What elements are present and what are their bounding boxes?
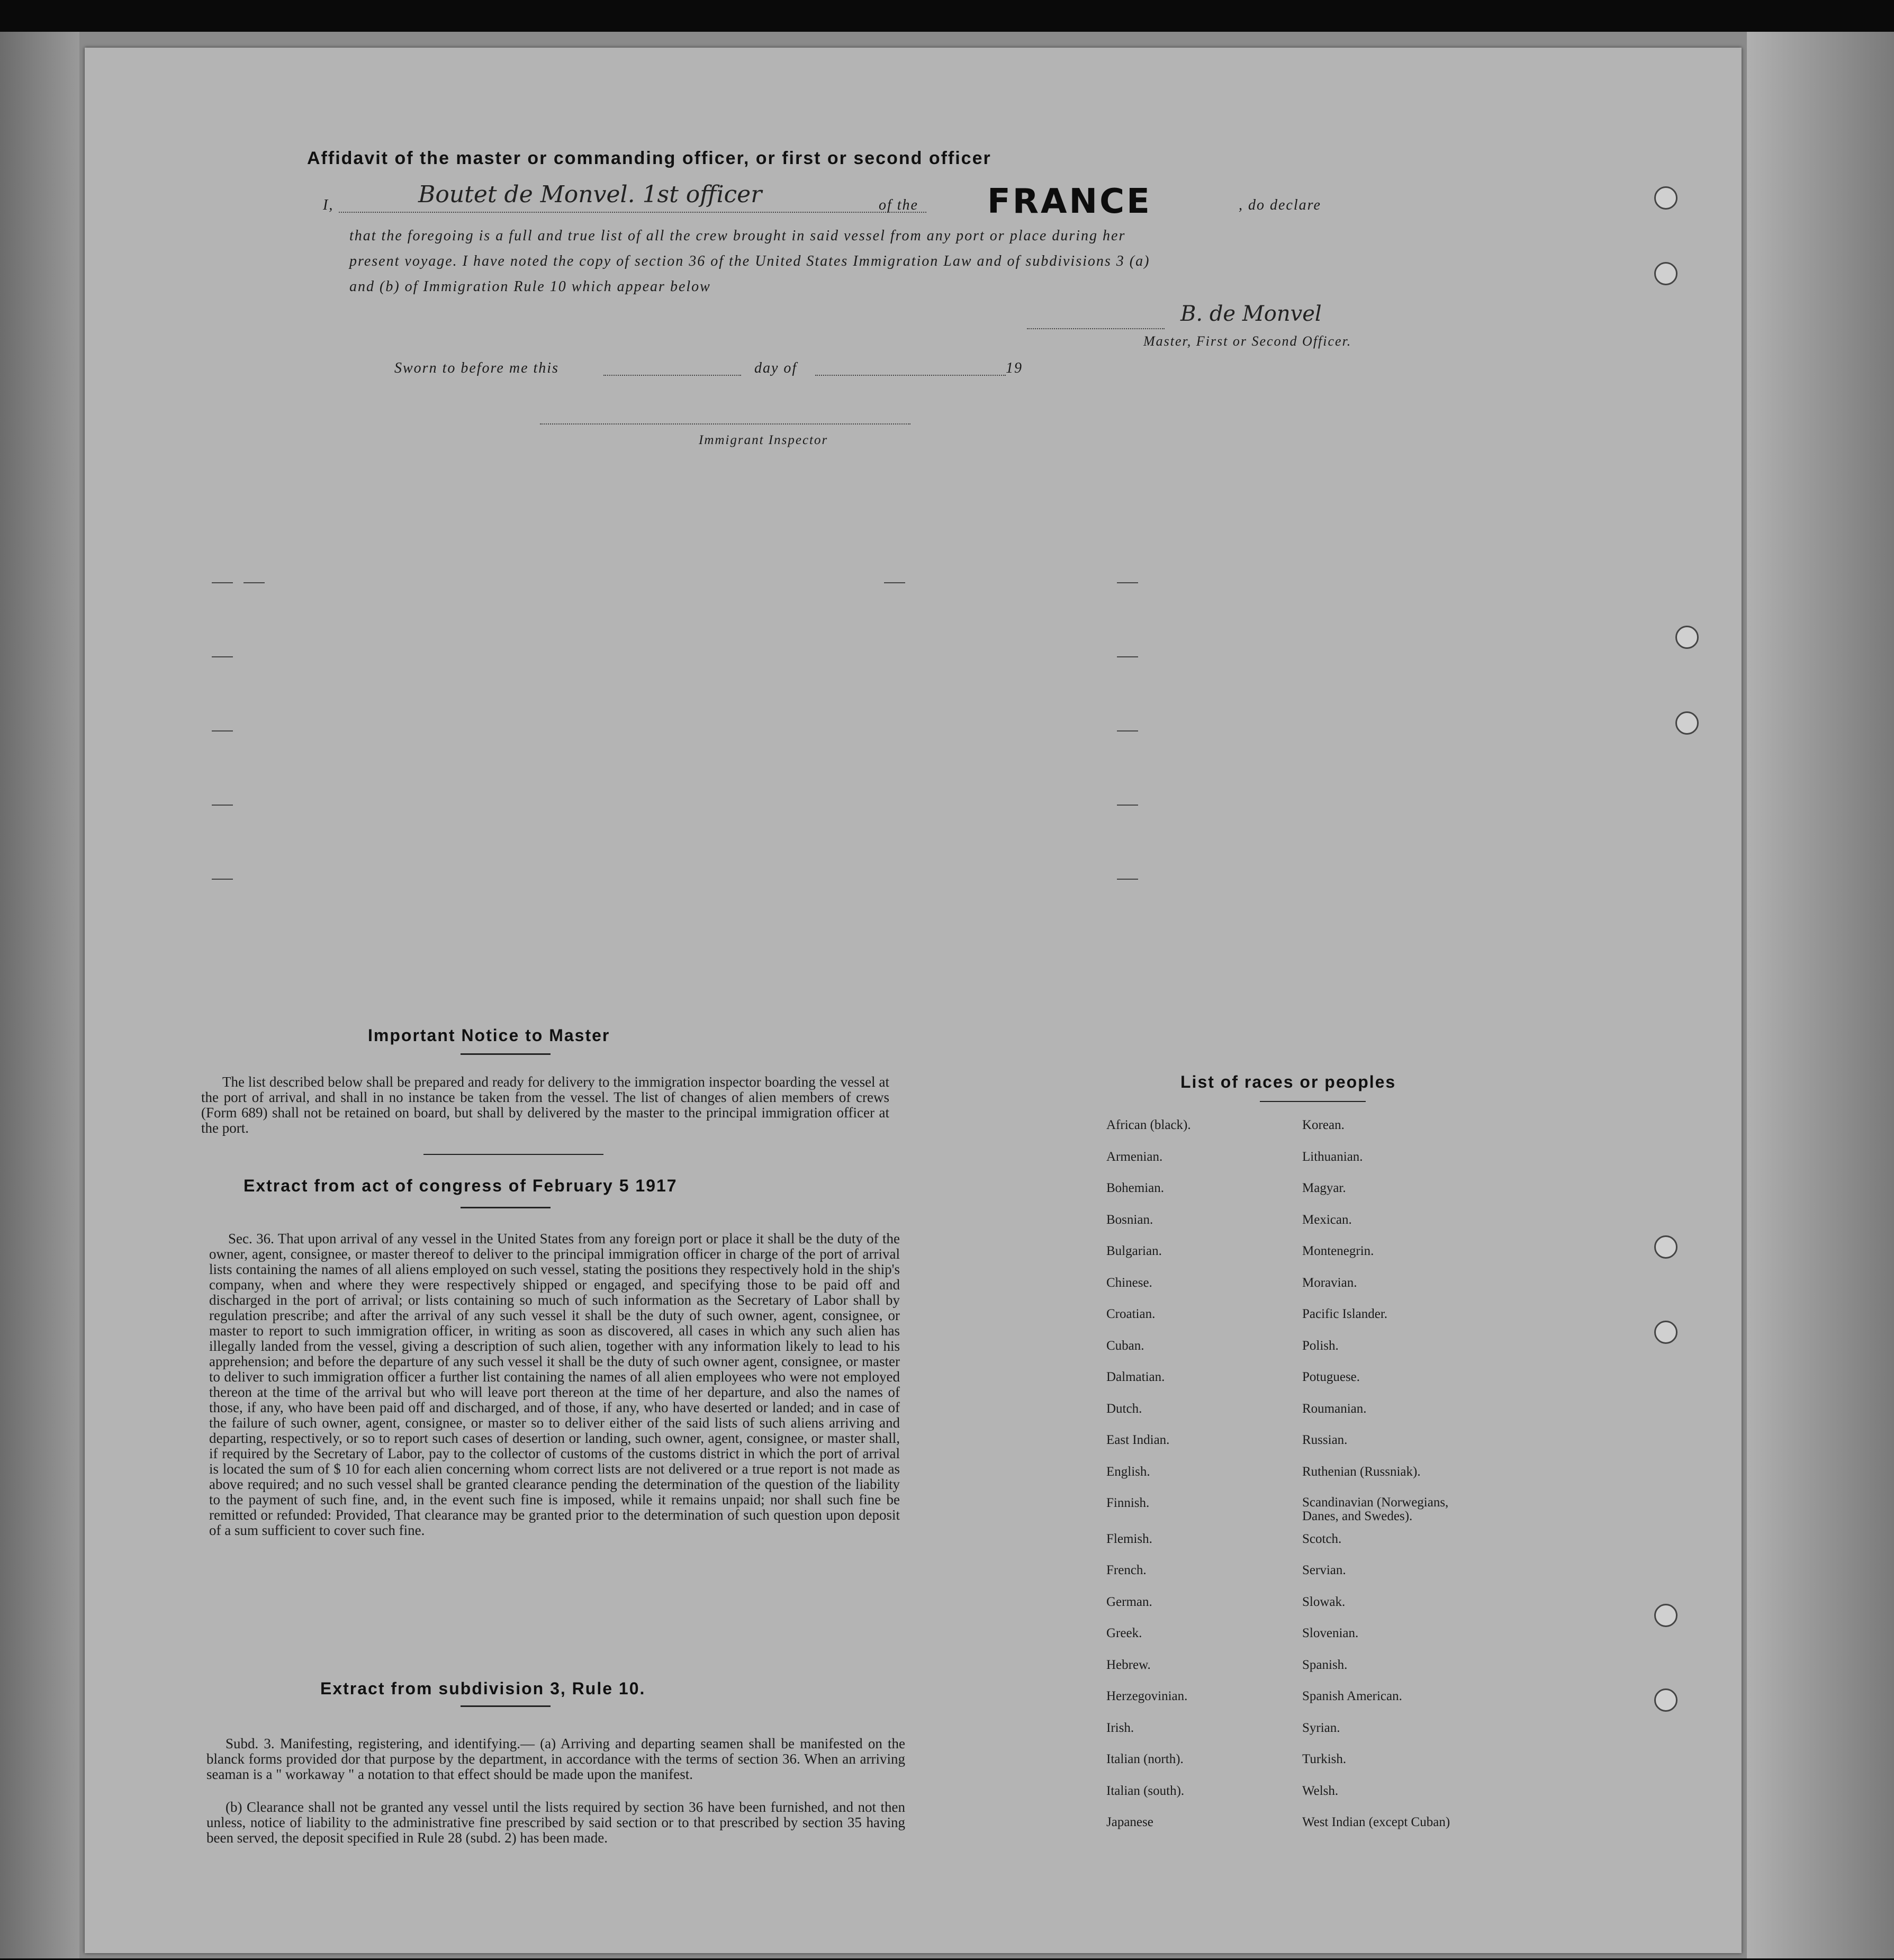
race-item: Scotch. [1302, 1532, 1342, 1546]
race-item: Magyar. [1302, 1181, 1346, 1195]
declaration-line-4: and (b) of Immigration Rule 10 which appear below [349, 278, 711, 295]
race-item: Russian. [1302, 1433, 1348, 1447]
form-dash [1117, 656, 1138, 657]
race-item: Italian (south). [1106, 1784, 1185, 1798]
race-item: Spanish. [1302, 1658, 1348, 1672]
sworn-day-line [603, 375, 741, 376]
inspector-line [540, 423, 910, 424]
race-item: Roumanian. [1302, 1402, 1367, 1416]
rule-subd-b: (b) Clearance shall not be granted any vessel until the lists required by section 36 have been furnished, and not then unless, notice of liability to the administrative fine prescribed by said section or to that prescribed by section 35 having been served, the deposit specified in Rule 28 (subd. 2) has been made. [206, 1799, 905, 1846]
declaration-line-2: that the foregoing is a full and true list of all the crew brought in said vessel from any port or place during her [349, 228, 1126, 244]
race-item: Moravian. [1302, 1276, 1357, 1290]
form-dash [212, 805, 233, 806]
right-page-edge [1747, 32, 1894, 1958]
race-item: Japanese [1106, 1815, 1153, 1829]
race-item: African (black). [1106, 1118, 1191, 1132]
affidavit-heading: Affidavit of the master or commanding officer, or first or second officer [307, 148, 991, 168]
declarant-signature-handwritten: Boutet de Monvel. 1st officer [418, 181, 762, 208]
rule-underline [461, 1705, 551, 1707]
race-item: Scandinavian (Norwegians, Danes, and Swedes). [1302, 1495, 1449, 1523]
form-dash [1117, 805, 1138, 806]
race-item: Potuguese. [1302, 1370, 1360, 1384]
race-item: Armenian. [1106, 1150, 1163, 1164]
race-item: German. [1106, 1595, 1152, 1609]
form-dash [212, 730, 233, 731]
race-item: West Indian (except Cuban) [1302, 1815, 1450, 1829]
left-page-edge [0, 32, 79, 1958]
document-page [85, 48, 1742, 1953]
race-item: Mexican. [1302, 1213, 1352, 1227]
act-underline [461, 1207, 551, 1208]
form-dash [212, 582, 233, 583]
notice-underline [461, 1053, 551, 1055]
race-item: Slowak. [1302, 1595, 1346, 1609]
signature-line [1027, 328, 1165, 329]
race-item: Turkish. [1302, 1752, 1347, 1766]
race-item: Bulgarian. [1106, 1244, 1162, 1258]
race-item: Finnish. [1106, 1496, 1150, 1510]
punch-hole [1654, 1604, 1677, 1627]
form-dash [1117, 879, 1138, 880]
race-item: Croatian. [1106, 1307, 1156, 1321]
rule-subd-a: Subd. 3. Manifesting, registering, and identifying.— (a) Arriving and departing seamen shall be manifested on the blanck forms provided dor that purpose by the department, in accordance with the terms of section 36. When an arriving seaman is a " workaway " a notation to that effect should be made upon the manifest. [206, 1736, 905, 1782]
sworn-day-label: day of [754, 360, 798, 376]
races-underline [1260, 1101, 1366, 1102]
race-item: Greek. [1106, 1626, 1142, 1640]
race-item: Lithuanian. [1302, 1150, 1363, 1164]
race-item: Slovenian. [1302, 1626, 1359, 1640]
officer-title: Master, First or Second Officer. [1143, 333, 1352, 349]
race-item: Dutch. [1106, 1402, 1142, 1416]
race-item: Syrian. [1302, 1721, 1340, 1735]
declarant-line [339, 212, 926, 213]
declaration-line-3: present voyage. I have noted the copy of section 36 of the United States Immigration Law and of subdivisions 3 (a) [349, 253, 1150, 269]
of-the-label: of the [879, 197, 918, 213]
race-item: Polish. [1302, 1339, 1339, 1353]
race-item: Herzegovinian. [1106, 1689, 1188, 1703]
form-dash [884, 582, 905, 583]
rule-extract-heading: Extract from subdivision 3, Rule 10. [320, 1679, 646, 1698]
punch-hole [1675, 626, 1699, 649]
form-dash [1117, 582, 1138, 583]
punch-hole [1654, 1688, 1677, 1712]
race-item: Welsh. [1302, 1784, 1339, 1798]
form-dash [1117, 730, 1138, 731]
race-item: English. [1106, 1465, 1150, 1479]
race-item: Spanish American. [1302, 1689, 1402, 1703]
race-item: Korean. [1302, 1118, 1345, 1132]
form-dash [212, 656, 233, 657]
race-item: Cuban. [1106, 1339, 1144, 1353]
race-item: Dalmatian. [1106, 1370, 1165, 1384]
race-item: French. [1106, 1563, 1147, 1577]
race-item: Bosnian. [1106, 1213, 1153, 1227]
punch-hole [1654, 262, 1677, 285]
race-item: Chinese. [1106, 1276, 1152, 1290]
race-item: Pacific Islander. [1302, 1307, 1388, 1321]
punch-hole [1654, 186, 1677, 210]
race-item: Irish. [1106, 1721, 1134, 1735]
race-item: East Indian. [1106, 1433, 1170, 1447]
declarant-prefix: I, [323, 197, 334, 213]
sworn-year: 19 [1006, 360, 1023, 376]
officer-signature: B. de Monvel [1180, 302, 1322, 326]
race-item: Servian. [1302, 1563, 1346, 1577]
race-item: Hebrew. [1106, 1658, 1151, 1672]
notice-heading: Important Notice to Master [368, 1026, 610, 1045]
race-item: Ruthenian (Russniak). [1302, 1465, 1421, 1479]
do-declare-label: , do declare [1239, 197, 1321, 213]
race-item: Italian (north). [1106, 1752, 1184, 1766]
form-dash [212, 879, 233, 880]
sworn-prefix: Sworn to before me this [394, 360, 559, 376]
race-item: Bohemian. [1106, 1181, 1165, 1195]
act-extract-text: Sec. 36. That upon arrival of any vessel in the United States from any foreign port or place it shall be the duty of the owner, agent, consignee, or master thereof to deliver to the principal immigration officer in charge of the port of arrival lists containing the names of all aliens employed on such vessel, stating the positions they respectively hold in the ship's company, when and where they were respectively shipped or engaged, and specifying those to be paid off and discharged in the port of arrival; or lists containing so much of such information as the Secretary of Labor shall by regulation prescribe; and after the arrival of any such vessel it shall be the duty of such owner, agent, consignee, or master to report to such immigration officer, in writing as soon as discovered, all cases in which any such alien has illegally landed from the vessel, giving a description of such alien, together with any information likely to lead to his apprehension; and before the departure of any such vessel it shall be the duty of such owner agent, consignee, or master to deliver to such immigration officer a further list containing the names of all alien employees who were not employed thereon at the time of the arrival but who will leave port thereon at the time of her departure, and also the names of those, if any, who have been paid off and discharged, and of those, if any, who have deserted or landed; and in case of the failure of such owner, agent, consignee, or master so to deliver either of the said lists of such aliens arriving and departing, respectively, or so to report such cases of desertion or landing, such owner, agent, consignee, or master shall, if required by the Secretary of Labor, pay to the collector of customs of the customs district in which the port of arrival is located the sum of $ 10 for each alien concerning whom correct lists are not delivered or a true report is not made as above required; and no such vessel shall be granted clearance pending the determination of the question of the liability to the payment of such fine, and, in the event such fine is imposed, while it remains unpaid; nor shall such fine be remitted or refunded: Provided, That clearance may be granted prior to the determination of such question upon deposit of a sum sufficient to cover such fine. [209, 1231, 900, 1538]
form-dash [243, 582, 265, 583]
race-item: Flemish. [1106, 1532, 1152, 1546]
race-item: Montenegrin. [1302, 1244, 1374, 1258]
notice-text: The list described below shall be prepared and ready for delivery to the immigration inspector boarding the vessel at the port of arrival, and shall in no instance be taken from the vessel. The list of changes of alien members of crews (Form 689) shall not be retained on board, but shall by delivered by the master to the principal immigration officer at the port. [201, 1074, 889, 1136]
punch-hole [1654, 1235, 1677, 1259]
punch-hole [1654, 1321, 1677, 1344]
ship-name: FRANCE [987, 182, 1152, 221]
races-heading: List of races or peoples [1180, 1072, 1396, 1091]
act-extract-heading: Extract from act of congress of February 5 1917 [243, 1176, 678, 1195]
notice-separator [423, 1154, 603, 1155]
punch-hole [1675, 711, 1699, 735]
sworn-month-line [815, 375, 1006, 376]
inspector-label: Immigrant Inspector [699, 433, 828, 447]
